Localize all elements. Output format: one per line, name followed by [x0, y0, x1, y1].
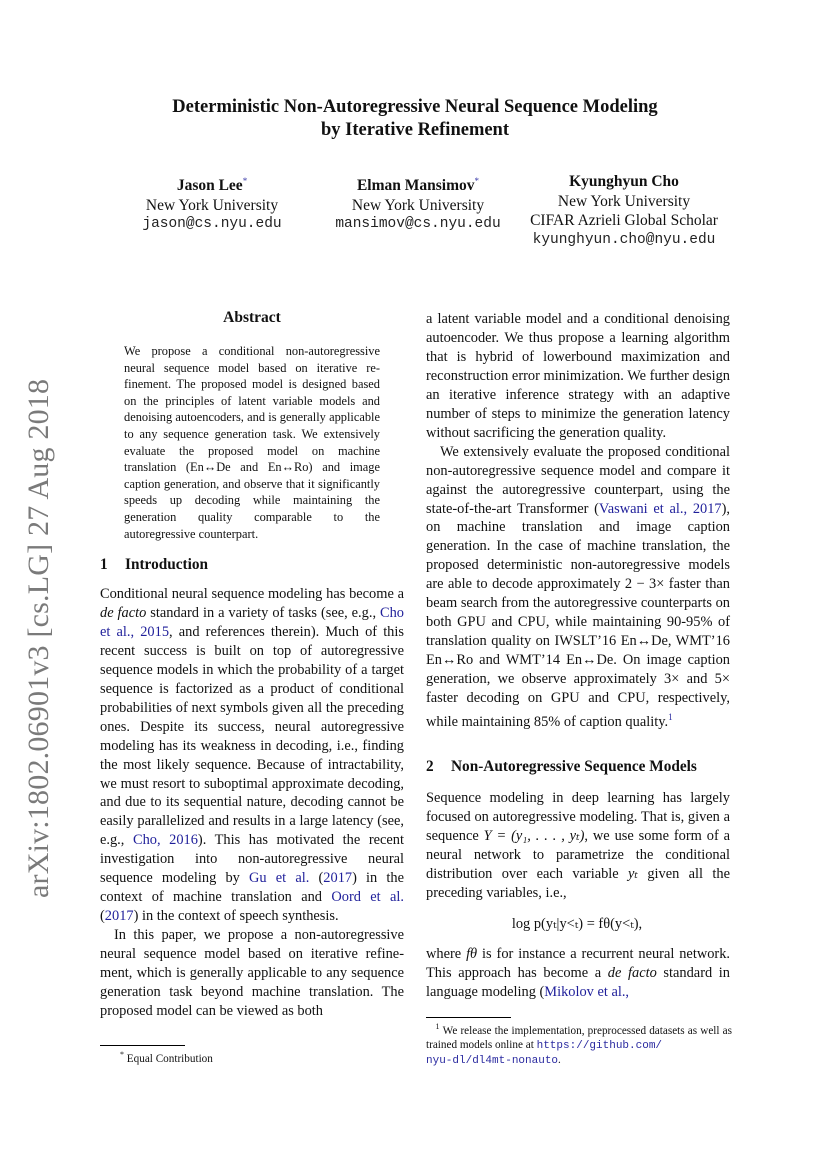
author-affiliation: New York University	[145, 196, 279, 214]
footnote-mark: 1	[435, 1022, 440, 1031]
text: , and references therein). Much of this recent success is built on top of autoregressive sequence models in which the probability of a target sequence is factorized as a product of conditional probabilities of next symbols given all the preceding ones. Despite its success, neural autoregressive modeling has its weakness in decoding, i.e., finding the most likely sequence. Because of intractability, we must resort to suboptimal approximate decoding, and due to its sequential nature, decoding cannot be easily parallelized and results in a large latency (see, e.g.,	[100, 623, 404, 849]
text: , we use some form of a neural network to parametrize the conditional distribution over each variable	[426, 827, 730, 882]
intro-paragraph-3: a latent variable model and a conditional denoising autoencoder. We thus propose a learning algorithm that is hybrid of lowerbound maximization and reconstruction error minimization. We further design an iterative inference strategy with an adaptive number of steps to minimize the generation latency without sacrificing the generation quality.	[426, 311, 730, 441]
footnote-1	[426, 1020, 732, 1068]
text: ). This has motivated the recent investigation into non-autoregressive neural sequence modeling by	[100, 832, 404, 887]
intro-paragraph-2: In this paper, we propose a non-autoregressive neural sequence model based on iterative refinement, which is generally applicable to any sequence generation task beyond machine translation. The proposed model can be viewed as both	[100, 927, 404, 1019]
text: Conditional neural sequence modeling has become a	[100, 586, 404, 602]
text: Sequence modeling in deep learning has largely focused on autoregressive modeling. That is, given a sequence	[426, 790, 730, 844]
author-email: mansimov@cs.nyu.edu	[335, 216, 501, 232]
author-3	[518, 172, 730, 250]
title-line-1: Deterministic Non-Autoregressive Neural Sequence Modeling	[172, 97, 658, 117]
footnote-text: Equal Contribution	[126, 1053, 213, 1065]
math-inline: Y = (y₁, . . . , yₜ)	[483, 827, 585, 844]
math-inline: yₜ	[628, 865, 638, 882]
text: ) in the context of machine translation and	[100, 870, 404, 906]
text: (	[100, 908, 105, 925]
right-column-body	[426, 310, 730, 732]
citation-link[interactable]: Cho et al., 2015	[100, 604, 404, 640]
author-email: jason@cs.nyu.edu	[142, 216, 282, 232]
emphasis: de facto	[100, 604, 147, 621]
author-2	[318, 172, 518, 235]
abstract-text: We propose a conditional non-autoregressive neural sequence model based on iterative refinement. The proposed model is designed based on the principles of latent variable models and denoising autoencoders, and is generally applicable to any sequence generation task. We extensively evaluate the proposed model on machine translation (En↔De and En↔Ro) and image caption generation, and observe that it significantly speeds up decoding while maintaining the generation quality comparable to the autoregressive counterpart.	[124, 344, 380, 541]
author-email: kyunghyun.cho@nyu.edu	[532, 231, 716, 248]
paper-title	[100, 96, 730, 142]
equal-contribution-mark[interactable]: *	[474, 176, 480, 186]
text: is for instance a recurrent neural network. This approach has become a	[426, 946, 730, 981]
author-name: Elman Mansimov	[356, 177, 475, 194]
footnote-equal-contribution	[120, 1048, 213, 1066]
text: given all the preceding variables, i.e.,	[426, 865, 730, 901]
emphasis: de facto	[607, 964, 657, 981]
author-1	[122, 172, 302, 235]
citation-link[interactable]: Oord et al.	[331, 889, 404, 906]
text: where	[426, 946, 467, 962]
citation-link[interactable]: Gu et al.	[249, 870, 310, 887]
title-line-2: by Iterative Refinement	[320, 120, 510, 140]
footnote-ref-link[interactable]: 1	[668, 712, 673, 723]
citation-link[interactable]: Mikolov et al.,	[544, 983, 630, 1000]
equation: log p(yₜ|y<ₜ) = fθ(y<ₜ),	[511, 916, 643, 932]
text: .	[558, 1054, 561, 1066]
section-2-body-cont	[426, 945, 730, 1002]
math-inline: fθ	[466, 946, 478, 962]
footnote-rule	[100, 1045, 185, 1046]
citation-link[interactable]: 2017	[323, 870, 353, 887]
author-affiliation: New York University	[351, 196, 485, 214]
abstract-heading: Abstract	[223, 309, 281, 326]
intro-paragraph-1	[100, 585, 404, 926]
text: (	[309, 870, 324, 887]
footnote-mark: *	[120, 1050, 124, 1059]
author-name: Jason Lee	[176, 177, 243, 194]
author-affiliation-2: CIFAR Azrieli Global Scholar	[530, 212, 718, 229]
footnote-text: We release the implementation, preprocessed datasets as well as trained models online at	[426, 1025, 733, 1051]
section-2-paragraph-1	[426, 789, 730, 903]
author-name: Kyunghyun Cho	[569, 173, 679, 190]
text: standard in a variety of tasks (see, e.g.,	[146, 604, 380, 621]
section-number: 2	[426, 758, 434, 775]
repo-url-link-cont[interactable]: nyu-dl/dl4mt-nonauto	[426, 1055, 559, 1067]
section-title: Non-Autoregressive Sequence Models	[451, 758, 697, 775]
text: ), on machine translation and image caption generation. In the case of machine translation, the proposed deterministic non-autoregressive models are able to decode approximately 2 − 3× faster than beam search from the autoregressive counterparts on both GPU and CPU, while maintaining 90-95% of translation quality on IWSLT’16 En↔De, WMT’16 En↔Ro and WMT’14 En↔De. On image caption generation, we observe approximately 3× and 5× faster decoding on GPU and CPU, respectively, while maintaining 85% of caption quality.	[426, 500, 730, 731]
footnote-rule	[426, 1017, 511, 1018]
citation-link[interactable]: 2017	[104, 908, 134, 925]
citation-link[interactable]: Vaswani et al., 2017	[598, 500, 722, 517]
intro-paragraph-4	[426, 443, 730, 732]
author-affiliation: New York University	[557, 192, 691, 210]
arxiv-stamp: arXiv:1802.06901v3 [cs.LG] 27 Aug 2018	[22, 378, 55, 898]
citation-link[interactable]: Cho, 2016	[132, 832, 198, 849]
section-title: Introduction	[125, 556, 209, 573]
section-1-heading	[100, 556, 208, 574]
left-column-body	[100, 585, 404, 1021]
text: standard in language modeling (	[426, 964, 731, 1000]
text: We extensively evaluate the proposed conditional non-autoregressive sequence model and compare it against the autoregressive counterpart, using the state-of-the-art Transformer (	[426, 443, 730, 517]
section-2-paragraph-2	[426, 945, 730, 1002]
section-2-heading	[426, 758, 697, 776]
equal-contribution-mark[interactable]: *	[242, 176, 248, 186]
section-2-body	[426, 789, 730, 903]
repo-url-link[interactable]: https://github.com/	[536, 1040, 663, 1052]
text: ) in the context of speech synthesis.	[133, 908, 339, 925]
section-number: 1	[100, 556, 108, 573]
